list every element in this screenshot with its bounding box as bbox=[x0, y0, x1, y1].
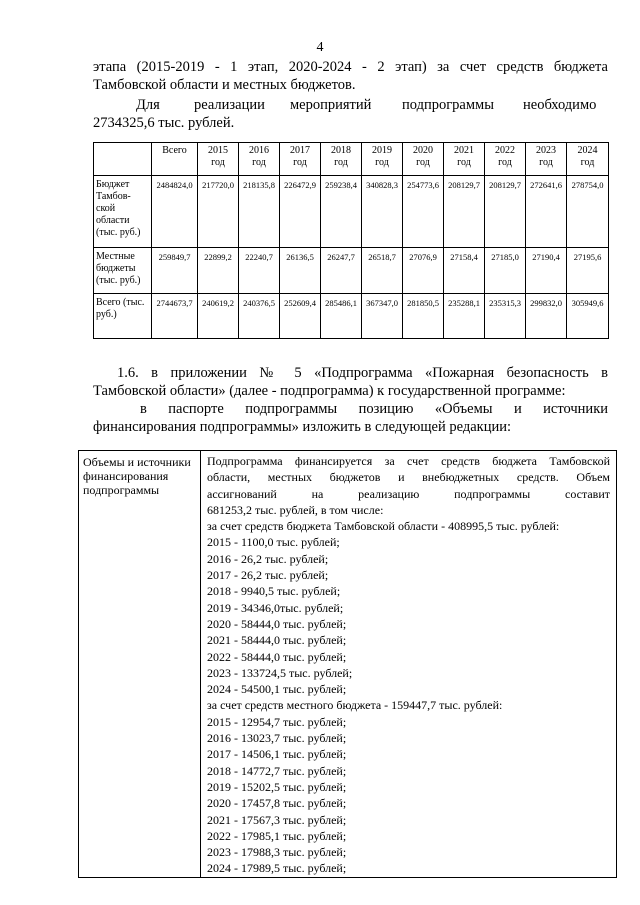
table-cell: 208129,7 bbox=[485, 176, 526, 248]
row-label: Бюджет Тамбов-ской области (тыс. руб.) bbox=[94, 176, 152, 248]
table-cell: 27158,4 bbox=[444, 248, 485, 294]
table-cell: 272641,6 bbox=[526, 176, 567, 248]
intro-word: Для bbox=[136, 97, 160, 113]
regional-item: 2023 - 133724,5 тыс. рублей; bbox=[207, 665, 353, 680]
passport-row bbox=[79, 451, 617, 878]
header-cell: 2023 год bbox=[526, 143, 567, 176]
header-cell: 2022 год bbox=[485, 143, 526, 176]
table-cell: 26136,5 bbox=[280, 248, 321, 294]
section-line-1: 1.6. в приложении № 5 «Подпрограмма «Пожарная безопасность в bbox=[117, 365, 608, 381]
row-label: Местные бюджеты (тыс. руб.) bbox=[94, 248, 152, 294]
local-header: за счет средств местного бюджета - 159447,7 тыс. рублей: bbox=[207, 698, 503, 713]
header-cell: 2024 год bbox=[567, 143, 609, 176]
table-cell: 208129,7 bbox=[444, 176, 485, 248]
intro-word: необходимо bbox=[523, 97, 597, 113]
table-cell: 26518,7 bbox=[362, 248, 403, 294]
local-item: 2020 - 17457,8 тыс. рублей; bbox=[207, 796, 347, 811]
section-line-3: в паспорте подпрограммы позицию «Объемы и источники bbox=[140, 401, 608, 417]
financing-header-row bbox=[94, 143, 609, 176]
regional-item: 2021 - 58444,0 тыс. рублей; bbox=[207, 633, 347, 648]
passport-left-label: Объемы и источники финансирования подпрограммы bbox=[79, 451, 201, 878]
local-item: 2021 - 17567,3 тыс. рублей; bbox=[207, 812, 347, 827]
table-cell: 281850,5 bbox=[403, 294, 444, 339]
table-cell: 27195,6 bbox=[567, 248, 609, 294]
passport-total-line: 681253,2 тыс. рублей, в том числе: bbox=[207, 502, 384, 517]
header-cell: 2019 год bbox=[362, 143, 403, 176]
intro-line-2: Тамбовской области и местных бюджетов. bbox=[93, 77, 356, 93]
header-cell: 2021 год bbox=[444, 143, 485, 176]
header-cell: Всего bbox=[152, 143, 198, 176]
table-cell: 226472,9 bbox=[280, 176, 321, 248]
regional-item: 2018 - 9940,5 тыс. рублей; bbox=[207, 584, 341, 599]
header-cell: 2020 год bbox=[403, 143, 444, 176]
table-cell: 278754,0 bbox=[567, 176, 609, 248]
intro-line-3 bbox=[93, 96, 608, 114]
table-cell: 252609,4 bbox=[280, 294, 321, 339]
regional-item: 2016 - 26,2 тыс. рублей; bbox=[207, 551, 329, 566]
local-item: 2024 - 17989,5 тыс. рублей; bbox=[207, 861, 347, 876]
intro-word: мероприятий bbox=[290, 97, 372, 113]
table-cell: 218135,8 bbox=[239, 176, 280, 248]
intro-line-4: 2734325,6 тыс. рублей. bbox=[93, 115, 235, 131]
section-line-2: Тамбовской области» (далее - подпрограмма) к государственной программе: bbox=[93, 383, 566, 399]
local-item: 2015 - 12954,7 тыс. рублей; bbox=[207, 714, 347, 729]
regional-item: 2020 - 58444,0 тыс. рублей; bbox=[207, 616, 347, 631]
intro-word: реализации bbox=[194, 97, 265, 113]
table-cell: 2744673,7 bbox=[152, 294, 198, 339]
local-item: 2017 - 14506,1 тыс. рублей; bbox=[207, 747, 347, 762]
regional-item: 2015 - 1100,0 тыс. рублей; bbox=[207, 535, 340, 550]
local-item: 2018 - 14772,7 тыс. рублей; bbox=[207, 763, 347, 778]
row-label: Всего (тыс. руб.) bbox=[94, 294, 152, 339]
header-cell: 2015 год bbox=[198, 143, 239, 176]
table-cell: 22899,2 bbox=[198, 248, 239, 294]
table-cell: 367347,0 bbox=[362, 294, 403, 339]
table-row bbox=[94, 294, 609, 339]
table-cell: 299832,0 bbox=[526, 294, 567, 339]
table-row bbox=[94, 176, 609, 248]
table-cell: 22240,7 bbox=[239, 248, 280, 294]
passport-intro-line: Подпрограмма финансируется за счет средств бюджета Тамбовской bbox=[207, 454, 610, 468]
regional-item: 2019 - 34346,0тыс. рублей; bbox=[207, 600, 344, 615]
table-cell: 259849,7 bbox=[152, 248, 198, 294]
regional-item: 2022 - 58444,0 тыс. рублей; bbox=[207, 649, 347, 664]
page-number: 4 bbox=[316, 40, 324, 55]
section-line-4: финансирования подпрограммы» изложить в следующей редакции: bbox=[93, 419, 512, 435]
regional-header: за счет средств бюджета Тамбовской области - 408995,5 тыс. рублей: bbox=[207, 519, 560, 534]
table-cell: 27076,9 bbox=[403, 248, 444, 294]
header-cell-empty bbox=[94, 143, 152, 176]
table-cell: 305949,6 bbox=[567, 294, 609, 339]
table-cell: 27190,4 bbox=[526, 248, 567, 294]
table-cell: 235315,3 bbox=[485, 294, 526, 339]
table-cell: 340828,3 bbox=[362, 176, 403, 248]
table-cell: 240376,5 bbox=[239, 294, 280, 339]
header-cell: 2018 год bbox=[321, 143, 362, 176]
table-cell: 240619,2 bbox=[198, 294, 239, 339]
passport-table bbox=[78, 450, 617, 878]
table-cell: 285486,1 bbox=[321, 294, 362, 339]
table-cell: 259238,4 bbox=[321, 176, 362, 248]
table-row bbox=[94, 248, 609, 294]
intro-line-1: этапа (2015-2019 - 1 этап, 2020-2024 - 2 этап) за счет средств бюджета bbox=[93, 59, 608, 75]
table-cell: 27185,0 bbox=[485, 248, 526, 294]
table-cell: 217720,0 bbox=[198, 176, 239, 248]
local-item: 2016 - 13023,7 тыс. рублей; bbox=[207, 731, 347, 746]
regional-item: 2024 - 54500,1 тыс. рублей; bbox=[207, 682, 347, 697]
header-cell: 2017 год bbox=[280, 143, 321, 176]
financing-table bbox=[93, 142, 609, 339]
intro-word: подпрограммы bbox=[402, 97, 494, 113]
table-cell: 254773,6 bbox=[403, 176, 444, 248]
passport-content bbox=[201, 451, 617, 878]
local-item: 2019 - 15202,5 тыс. рублей; bbox=[207, 779, 347, 794]
table-cell: 26247,7 bbox=[321, 248, 362, 294]
table-cell: 235288,1 bbox=[444, 294, 485, 339]
local-item: 2022 - 17985,1 тыс. рублей; bbox=[207, 828, 347, 843]
passport-intro-line: ассигнований на реализацию подпрограммы составит bbox=[207, 486, 610, 501]
table-cell: 2484824,0 bbox=[152, 176, 198, 248]
regional-item: 2017 - 26,2 тыс. рублей; bbox=[207, 568, 329, 583]
local-item: 2023 - 17988,3 тыс. рублей; bbox=[207, 845, 347, 860]
header-cell: 2016 год bbox=[239, 143, 280, 176]
passport-intro-line: области, местных бюджетов и внебюджетных средств. Объем bbox=[207, 470, 610, 485]
